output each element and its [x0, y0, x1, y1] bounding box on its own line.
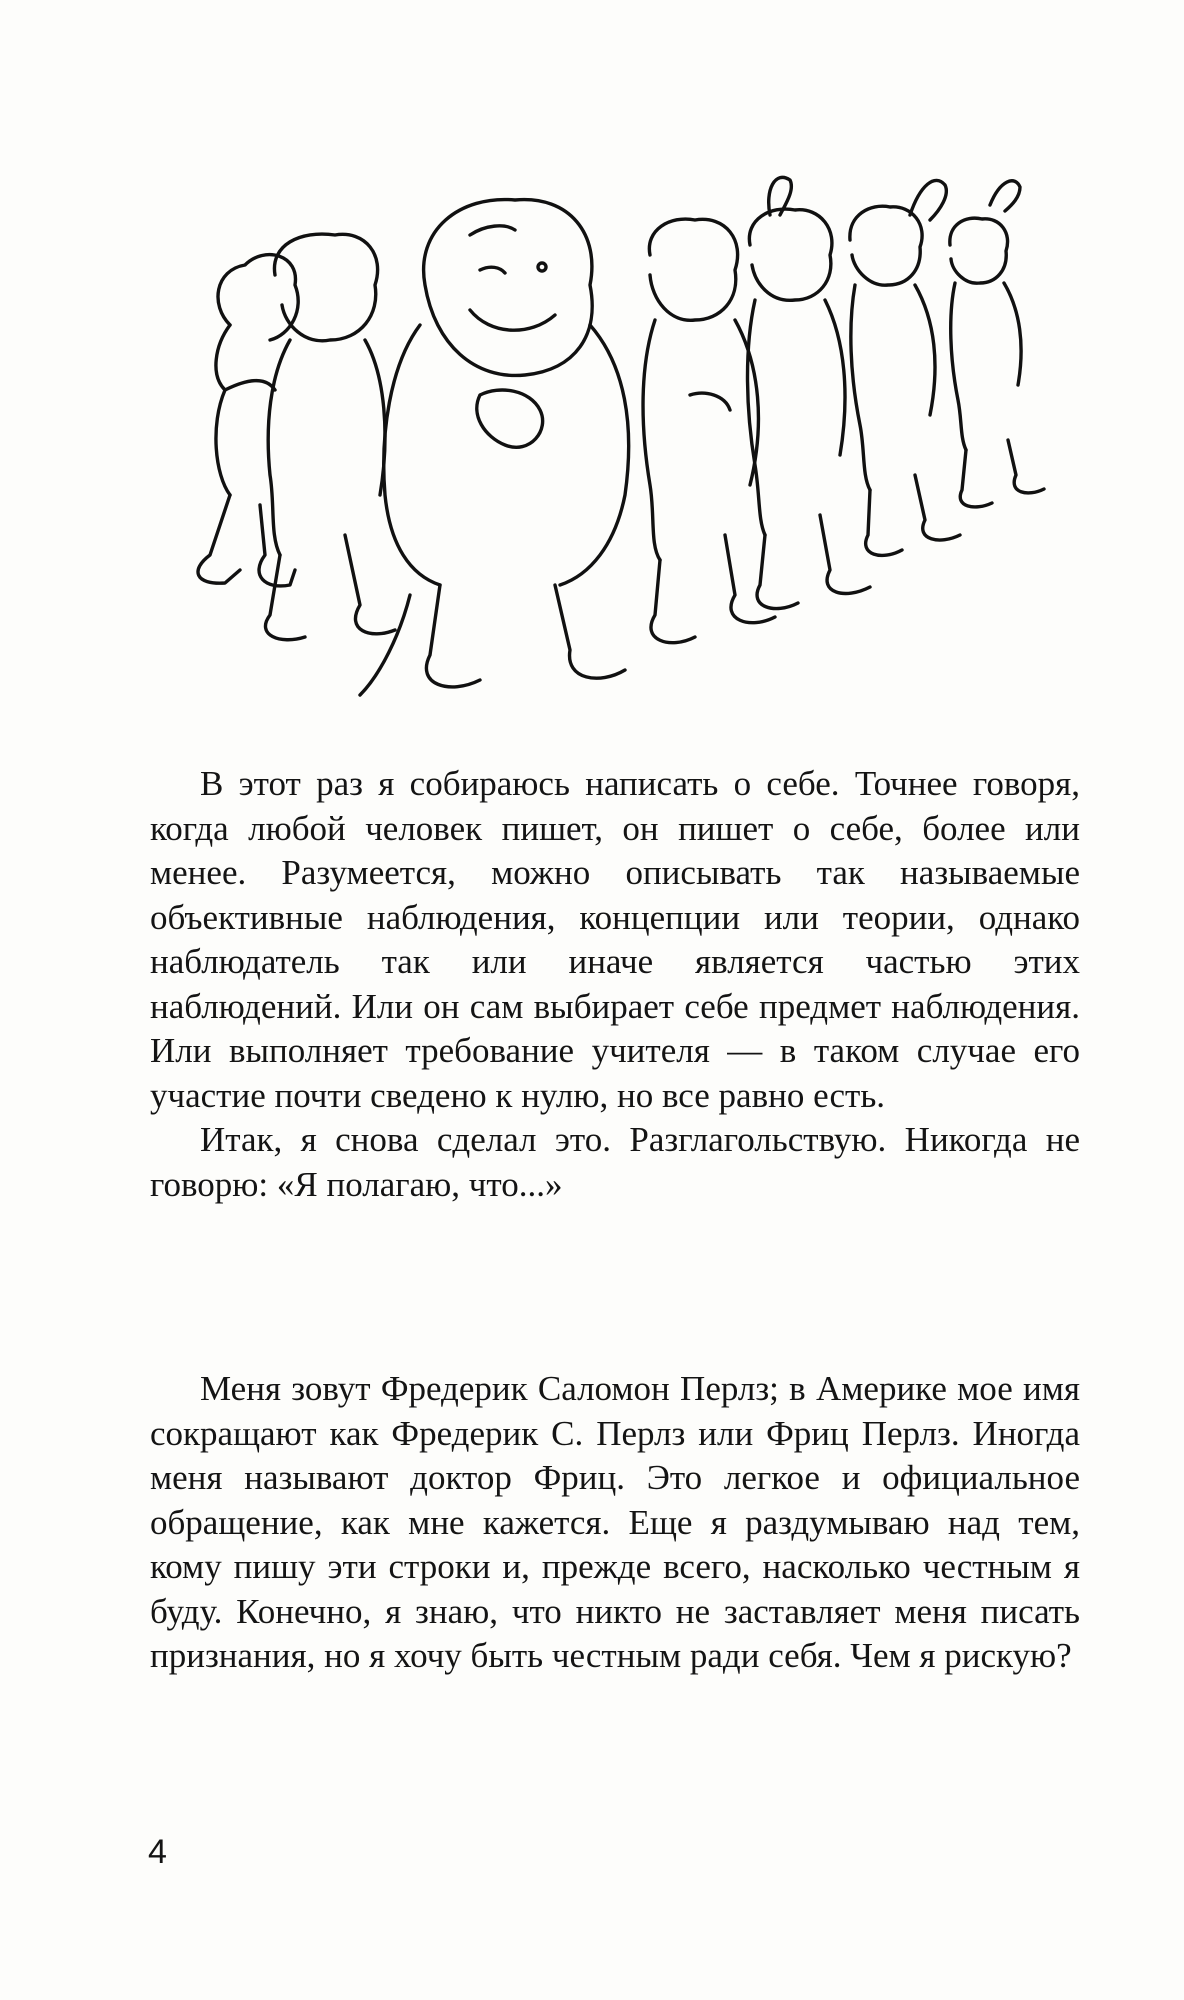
- crowd-sketch-illustration: [170, 175, 1100, 710]
- crowd-of-people-sketch-icon: [170, 175, 1100, 710]
- text-block-second: [150, 1367, 1080, 1679]
- page-number: 4: [148, 1833, 167, 1871]
- paragraph: Итак, я снова сделал это. Разглагольствую. Никогда не говорю: «Я полагаю, что...»: [150, 1120, 1080, 1204]
- paragraph: Меня зовут Фредерик Саломон Перлз; в Америке мое имя сокращают как Фредерик С. Перлз или Фриц Перлз. Иногда меня называют доктор Фриц. Это легкое и официальное обращение, как мне кажется. Еще я раздумываю над тем, кому пишу эти строки и, прежде всего, насколько честным я буду. Конечно, я знаю, что никто не заставляет меня писать признания, но я хочу быть честным ради себя. Чем я рискую?: [150, 1369, 1080, 1675]
- text-block-first: [150, 762, 1080, 1207]
- paragraph: В этот раз я собираюсь написать о себе. Точнее говоря, когда любой человек пишет, он пишет о себе, более или менее. Разумеется, можно описывать так называемые объективные наблюдения, концепции или теории, однако наблюдатель так или иначе является частью этих наблюдений. Или он сам выбирает себе предмет наблюдения. Или выполняет требование учителя — в таком случае его участие почти сведено к нулю, но все равно есть.: [150, 764, 1080, 1115]
